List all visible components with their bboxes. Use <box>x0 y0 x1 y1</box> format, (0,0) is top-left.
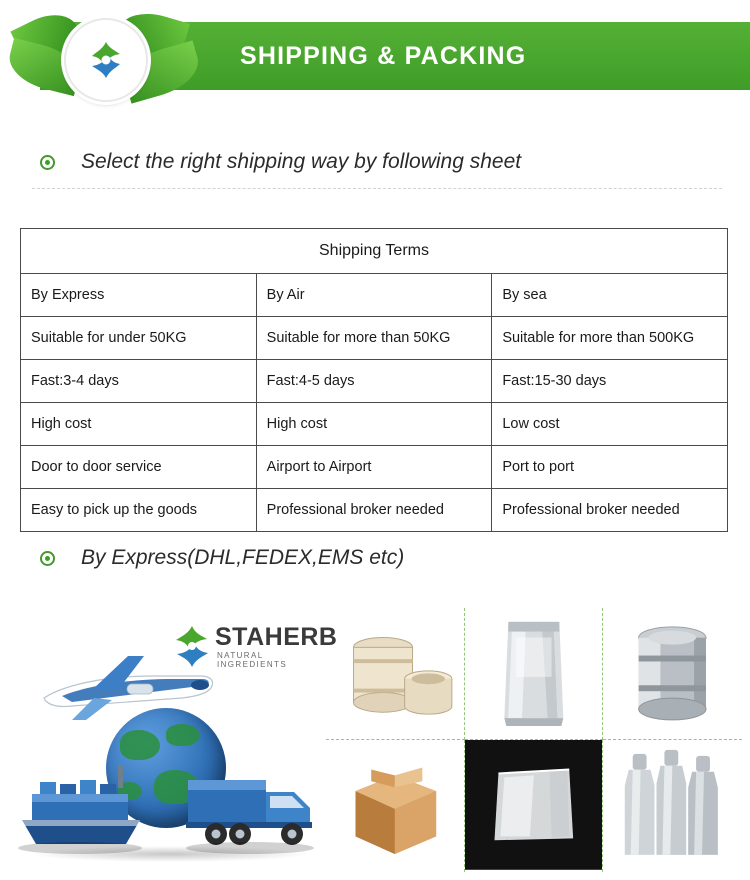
staherb-leaf-logo-icon <box>64 18 148 102</box>
staherb-mark-icon <box>82 36 130 84</box>
collage-shadow <box>30 846 310 862</box>
packing-labels <box>0 112 1 113</box>
page-title: SHIPPING & PACKING <box>240 42 527 70</box>
shipping-terms-table <box>20 228 728 532</box>
section-heading-shipping-way <box>40 150 521 174</box>
table-cell: Port to port <box>492 446 728 489</box>
table-header-row <box>21 274 728 317</box>
table-cell: Suitable for under 50KG <box>21 317 257 360</box>
table-column-header: By Express <box>21 274 257 317</box>
table-cell: Fast:3-4 days <box>21 360 257 403</box>
aluminum-bottles-icon <box>603 740 742 871</box>
carton-box-icon <box>326 740 464 870</box>
divider <box>32 188 722 189</box>
packing-cell <box>603 608 742 740</box>
section-heading-label: Select the right shipping way by following sheet <box>81 150 522 173</box>
table-row <box>21 446 728 489</box>
ring-bullet-icon <box>40 155 55 170</box>
cargo-ship-icon <box>14 760 164 860</box>
table-cell: Easy to pick up the goods <box>21 489 257 532</box>
packing-cell <box>326 740 465 872</box>
aluminum-foil-bag-icon <box>465 608 603 738</box>
table-column-header: By sea <box>492 274 728 317</box>
steel-drum-icon <box>603 608 742 739</box>
page-header <box>0 0 750 112</box>
packing-grid <box>326 608 742 872</box>
table-row <box>21 360 728 403</box>
vacuum-poly-bag-icon <box>465 740 603 870</box>
table-cell: Professional broker needed <box>492 489 728 532</box>
table-cell: High cost <box>21 403 257 446</box>
table-title-row <box>21 229 728 274</box>
media-band <box>0 600 750 880</box>
table-column-header: By Air <box>256 274 492 317</box>
fiber-drum-icon <box>326 608 464 738</box>
table-cell: Professional broker needed <box>256 489 492 532</box>
table-cell: Fast:15-30 days <box>492 360 728 403</box>
table-row <box>21 317 728 360</box>
table-cell: Door to door service <box>21 446 257 489</box>
delivery-truck-icon <box>178 760 323 855</box>
brand-name: STAHERB <box>215 623 338 651</box>
packing-cell <box>603 740 742 872</box>
table-cell: High cost <box>256 403 492 446</box>
table-row <box>21 403 728 446</box>
packing-cell <box>326 608 465 740</box>
packing-cell <box>465 608 604 740</box>
table-cell: Suitable for more than 500KG <box>492 317 728 360</box>
packing-cell <box>465 740 604 872</box>
section-heading-label: By Express(DHL,FEDEX,EMS etc) <box>81 546 405 569</box>
table-row <box>21 489 728 532</box>
table-cell: Low cost <box>492 403 728 446</box>
section-heading-by-express <box>40 546 404 570</box>
table-cell: Airport to Airport <box>256 446 492 489</box>
table-cell: Fast:4-5 days <box>256 360 492 403</box>
ring-bullet-icon <box>40 551 55 566</box>
transport-collage <box>10 610 338 870</box>
table-cell: Suitable for more than 50KG <box>256 317 492 360</box>
brand-tagline: NATURAL INGREDIENTS <box>217 651 288 669</box>
table-title: Shipping Terms <box>21 229 728 274</box>
